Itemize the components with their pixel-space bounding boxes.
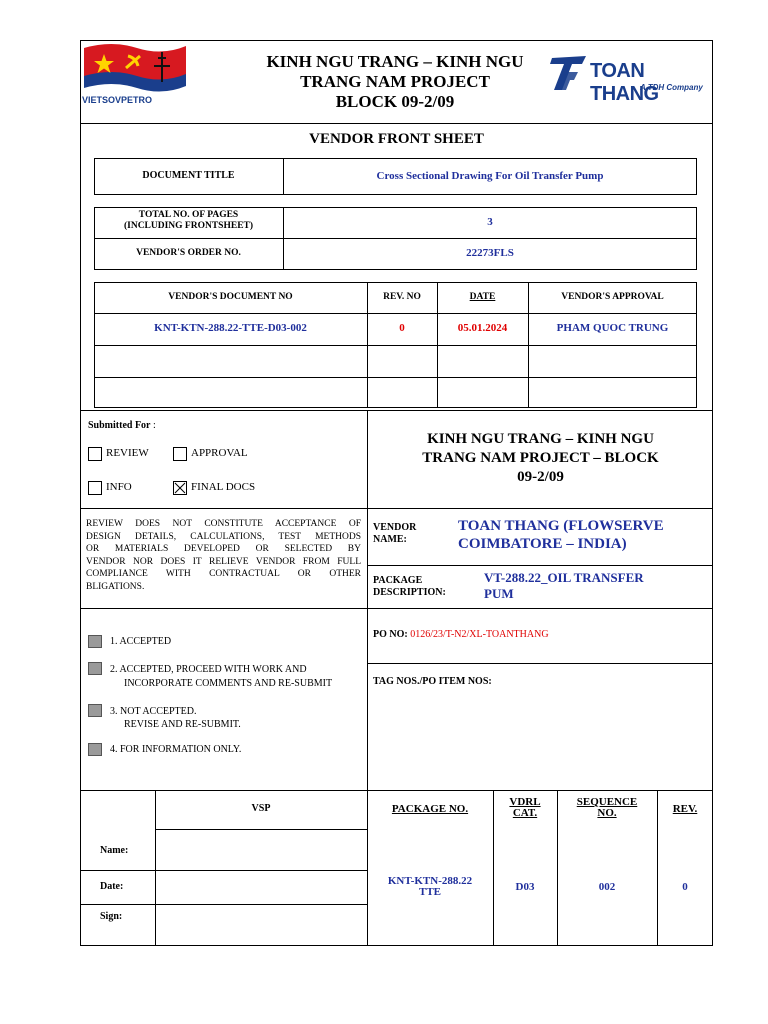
table-cell-doc-no: KNT-KTN-288.22-TTE-D03-002: [154, 322, 307, 334]
vdrl-cat-value: D03: [515, 881, 535, 893]
project-title-line-1: KINH NGU TRANG – KINH NGU: [427, 431, 654, 447]
total-pages-label-line-1: TOTAL NO. OF PAGES: [138, 210, 239, 220]
divider: [80, 904, 367, 905]
vendor-name-label-line-2: NAME:: [373, 534, 407, 545]
disclaimer-line-6: BLIGATIONS.: [86, 581, 145, 592]
toan-thang-logo-sub: A TDH Company: [640, 83, 703, 92]
table-cell-approval: PHAM QUOC TRUNG: [556, 322, 669, 334]
vsp-label: VSP: [251, 803, 271, 814]
vdrl-cat-label: [493, 797, 557, 819]
project-title-line-2: TRANG NAM PROJECT – BLOCK: [422, 450, 659, 466]
package-description-value-line-2: PUM: [484, 586, 514, 601]
divider: [80, 508, 713, 509]
final-docs-label: FINAL DOCS: [191, 481, 256, 493]
header-title-line-1: KINH NGU TRANG – KINH NGU: [266, 52, 524, 71]
po-number: [373, 629, 549, 640]
status-accepted-with-comments-line-1: 2. ACCEPTED, PROCEED WITH WORK AND: [110, 664, 307, 675]
sign-label: Sign:: [100, 911, 123, 922]
vendor-name-label: [373, 522, 416, 546]
status-accepted-with-comments-box[interactable]: [88, 662, 102, 675]
divider: [94, 238, 697, 239]
package-no-value-line-2: TTE: [418, 886, 441, 898]
header-title-line-2: TRANG NAM PROJECT: [300, 72, 490, 91]
table-header-date: DATE: [469, 292, 496, 302]
table-header-doc-no: VENDOR'S DOCUMENT NO: [168, 292, 293, 302]
disclaimer-line-1: REVIEW DOES NOT CONSTITUTE ACCEPTANCE OF: [86, 519, 361, 529]
info-label: INFO: [106, 481, 132, 493]
table-cell-rev-no: 0: [399, 322, 405, 334]
vdrl-cat-label-line-2: CAT.: [512, 807, 538, 819]
package-no-label: PACKAGE NO.: [391, 803, 469, 815]
document-title-label: DOCUMENT TITLE: [142, 170, 235, 181]
package-description-value: [484, 570, 644, 602]
divider: [80, 608, 713, 609]
vdrl-cat-label-line-1: VDRL: [509, 796, 541, 808]
divider: [80, 123, 713, 124]
sequence-no-value: 002: [598, 881, 616, 893]
status-not-accepted-line-1: 3. NOT ACCEPTED.: [110, 706, 197, 717]
package-description-value-line-1: VT-288.22_OIL TRANSFER: [484, 570, 644, 585]
project-title: [368, 430, 713, 487]
table-header-rev-no: REV. NO: [383, 292, 421, 302]
vendor-name-value-line-1: TOAN THANG (FLOWSERVE: [458, 518, 664, 534]
status-accepted-with-comments-line-2: INCORPORATE COMMENTS AND RE-SUBMIT: [124, 678, 333, 689]
status-not-accepted-line-2: REVISE AND RE-SUBMIT.: [124, 719, 241, 730]
divider: [367, 663, 713, 664]
package-description-label-line-1: PACKAGE: [373, 575, 423, 586]
order-no-value: 22273FLS: [466, 247, 514, 259]
package-description-label-line-2: DESCRIPTION:: [373, 587, 446, 598]
divider: [94, 377, 697, 378]
package-no-value-line-1: KNT-KTN-288.22: [387, 875, 473, 887]
disclaimer: [86, 518, 361, 593]
disclaimer-line-3: OR MATERIALS DEVELOPED OR SELECTED BY: [86, 544, 361, 554]
package-description-label: [373, 575, 446, 599]
toan-thang-logo: [548, 52, 710, 105]
final-docs-checkbox[interactable]: [173, 481, 187, 495]
status-accepted-with-comments-label: [110, 663, 332, 691]
status-not-accepted-label: [110, 705, 241, 731]
divider: [80, 410, 713, 411]
sequence-no-label-line-2: NO.: [597, 807, 617, 819]
info-checkbox[interactable]: [88, 481, 102, 495]
header-title-line-3: BLOCK 09-2/09: [335, 92, 455, 111]
vietsovpetro-logo-text: VIETSOVPETRO: [82, 95, 153, 105]
date-label: Date:: [100, 881, 124, 892]
po-number-value: 0126/23/T-N2/XL-TOANTHANG: [410, 629, 549, 640]
disclaimer-line-5: COMPLIANCE WITH CONTRACTUAL OR OTHER: [86, 569, 361, 579]
sequence-no-label: [557, 797, 657, 819]
divider: [367, 565, 713, 566]
vendor-name-value-line-2: COIMBATORE – INDIA): [458, 536, 627, 552]
status-not-accepted-box[interactable]: [88, 704, 102, 717]
rev-label: REV.: [672, 803, 698, 815]
divider: [94, 313, 697, 314]
toan-thang-logo-mark-icon: [548, 52, 588, 92]
disclaimer-line-2: DESIGN DETAILS, CALCULATIONS, TEST METHODS: [86, 531, 361, 542]
submitted-for-label-text: Submitted For: [88, 420, 151, 431]
vendor-name-label-line-1: VENDOR: [373, 522, 417, 533]
toan-thang-logo-name: TOAN THANG: [590, 60, 659, 105]
po-number-label: PO NO:: [373, 629, 408, 640]
total-pages-label: [94, 210, 283, 232]
project-title-line-3: 09-2/09: [517, 469, 564, 485]
check-x-icon: [174, 482, 186, 494]
divider: [80, 790, 713, 791]
status-accepted-box[interactable]: [88, 635, 102, 648]
review-label: REVIEW: [106, 447, 149, 459]
divider: [155, 829, 367, 830]
document-title-value: Cross Sectional Drawing For Oil Transfer Pump: [376, 170, 604, 182]
sequence-no-label-line-1: SEQUENCE: [576, 796, 638, 808]
status-information-only-label: 4. FOR INFORMATION ONLY.: [110, 744, 242, 755]
status-information-only-box[interactable]: [88, 743, 102, 756]
rev-value: 0: [682, 881, 688, 893]
table-header-approval: VENDOR'S APPROVAL: [561, 292, 664, 302]
submitted-for-colon: :: [153, 420, 156, 431]
divider: [80, 870, 367, 871]
total-pages-label-line-2: (INCLUDING FRONTSHEET): [123, 221, 254, 231]
vendor-name-value: [458, 517, 664, 553]
status-accepted-label: 1. ACCEPTED: [110, 636, 172, 647]
total-pages-value: 3: [487, 216, 493, 228]
table-cell-date: 05.01.2024: [457, 322, 508, 334]
package-no-value: [367, 876, 493, 898]
disclaimer-line-4: VENDOR NOR DOES IT RELIEVE VENDOR FROM FULL: [86, 556, 361, 567]
submitted-for-label: [88, 420, 156, 431]
review-checkbox[interactable]: [88, 447, 102, 461]
name-label: Name:: [100, 845, 129, 856]
approval-checkbox[interactable]: [173, 447, 187, 461]
divider: [94, 345, 697, 346]
front-sheet-heading: VENDOR FRONT SHEET: [309, 131, 484, 147]
approval-label: APPROVAL: [191, 447, 248, 459]
tag-nos-label: TAG NOS./PO ITEM NOS:: [373, 676, 492, 687]
order-no-label: VENDOR'S ORDER NO.: [136, 248, 241, 258]
header-title: [230, 52, 560, 112]
